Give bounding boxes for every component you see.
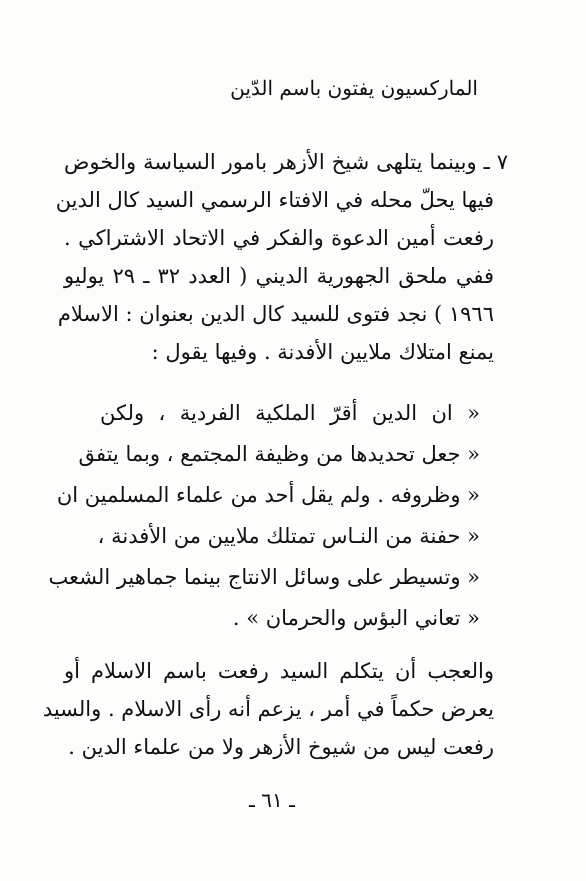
quotation-line: « حفنة من النـاس تمتلك ملايين من الأفدنة ، (97, 524, 480, 548)
paragraph-2-line: يعرض حكماً في أمر ، يزعم أنه رأى الاسلام . والسيد (42, 697, 494, 721)
paragraph-1-line: ٧ ـ وبينما يتلهى شيخ الأزهر بامور السياسة والخوض (64, 150, 508, 174)
quotation-line: « وتسيطر على وسائل الانتاج بينما جماهير الشعب (48, 565, 480, 589)
quotation-line: « وظروفه . ولم يقل أحد من علماء المسلمين ان (56, 483, 480, 507)
quotation-block (48, 393, 480, 639)
paragraph-1-line: يمنع امتلاك ملايين الأفدنة . وفيها يقول : (151, 340, 494, 364)
quotation-line: « جعل تحديدها من وظيفة المجتمع ، وبما يتفق (78, 442, 480, 466)
paragraph-1-line: فيها يحلّ محله في الافتاء الرسمي السيد كال الدين (55, 188, 494, 212)
quotation-line: « تعاني البؤس والحرمان » . (232, 606, 480, 630)
paragraph-2-line: رفعت ليس من شيوخ الأزهر ولا من علماء الدين . (68, 735, 494, 759)
running-header: الماركسيون يفتون باسم الدّين (230, 76, 478, 100)
paragraph-1 (55, 143, 508, 371)
paragraph-2-line: والعجب أن يتكلم السيد رفعت باسم الاسلام أو (64, 659, 494, 683)
page-number: ـ ٦١ ـ (249, 788, 295, 812)
paragraph-1-line: رفعت أمين الدعوة والفكر في الاتحاد الاشتراكي . (64, 226, 494, 250)
paragraph-2 (42, 652, 494, 766)
paragraph-1-line: ففي ملحق الجهورية الديني ( العدد ٣٢ ـ ٢٩ يوليو (64, 264, 494, 288)
paragraph-1-line: ١٩٦٦ ) نجد فتوى للسيد كال الدين بعنوان : الاسلام (57, 302, 494, 326)
quotation-line: « ان الدين أقرّ الملكية الفردية ، ولكن (100, 401, 480, 425)
